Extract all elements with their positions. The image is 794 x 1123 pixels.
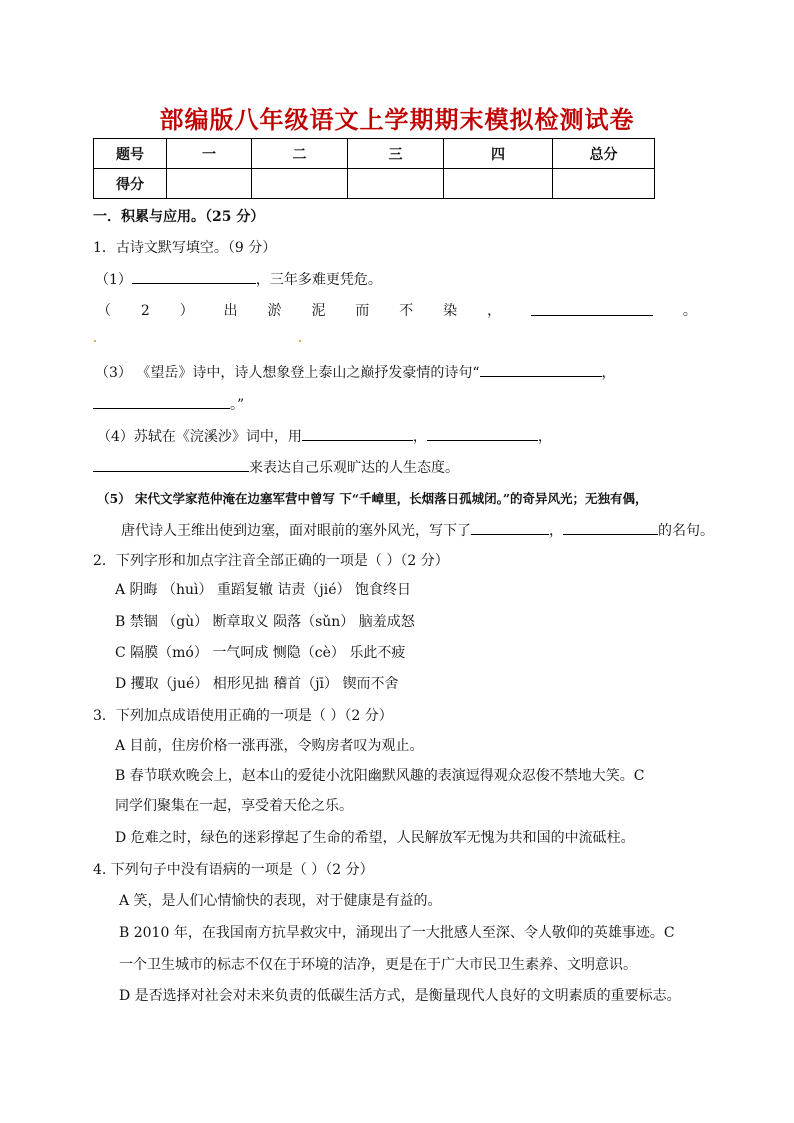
- char: 。: [682, 303, 697, 319]
- option-c: 一个卫生城市的标志不仅在于环境的洁净，更是在于广大市民卫生素养、文明意识。: [119, 957, 637, 973]
- score-table-header-row: [94, 139, 655, 169]
- item-number: （1）: [95, 272, 132, 288]
- answer-blank[interactable]: [93, 457, 249, 472]
- score-input-cell[interactable]: [553, 169, 655, 199]
- option-b: B 禁锢 （gù） 断章取义 陨落（sǔn） 脑羞成怒: [115, 614, 415, 630]
- page-title: 部编版八年级语文上学期期末模拟检测试卷: [159, 106, 635, 134]
- score-input-cell[interactable]: [167, 169, 252, 199]
- option-d: D 是否选择对社会对未来负责的低碳生活方式，是衡量现代人良好的文明素质的重要标志。: [119, 988, 681, 1004]
- question-stem: 1．古诗文默写填空。（9 分）: [93, 240, 277, 256]
- item-text: ，: [412, 429, 427, 445]
- item-text: 唐代诗人王维出使到边塞，面对眼前的塞外风光，写下了: [121, 523, 471, 539]
- char: 2: [140, 303, 150, 319]
- char: ）: [179, 303, 194, 319]
- item-text: 。”: [230, 397, 245, 413]
- option-a: A 阴晦 （huì） 重蹈复辙 诘责（jié） 饱食终日: [115, 582, 411, 598]
- option-a: A 笑，是人们心情愉快的表现，对于健康是有益的。: [119, 893, 442, 909]
- answer-blank[interactable]: [531, 301, 653, 316]
- option-b: B 2010 年，在我国南方抗旱救灾中，涌现出了一大批感人至深、令人敬仰的英雄事迹。C: [119, 925, 675, 941]
- score-cell: 题号: [94, 139, 167, 169]
- score-table: [93, 138, 655, 199]
- answer-blank[interactable]: [93, 394, 230, 409]
- section-heading: 一．积累与应用。（25 分）: [93, 209, 265, 225]
- option-d: D 危难之时，绿色的迷彩撑起了生命的希望，人民解放军无愧为共和国的中流砥柱。: [115, 830, 635, 846]
- item-text: （3） 《望岳》诗中，诗人想象登上泰山之巅抒发豪情的诗句“: [95, 365, 480, 381]
- q1-item-4: [97, 426, 552, 447]
- q1-item-2: [97, 301, 697, 321]
- q1-item-5-cont: [121, 520, 714, 541]
- char: 而: [355, 303, 370, 319]
- question-stem: 4. 下列句子中没有语病的一项是（ ）（2 分）: [93, 862, 374, 878]
- question-stem: 2．下列字形和加点字注音全部正确的一项是（ ）（2 分）: [93, 553, 449, 569]
- option-d: D 攫取（jué） 相形见拙 稽首（jī） 锲而不舍: [115, 676, 399, 692]
- item-text: ，三年多难更凭危。: [255, 272, 382, 288]
- char: 出: [223, 303, 238, 319]
- char: ，: [487, 303, 502, 319]
- q1-item-3: [95, 362, 616, 383]
- option-c: C 隔膜（mó） 一气呵成 恻隐（cè） 乐此不疲: [115, 645, 406, 661]
- char: 染: [443, 303, 458, 319]
- score-input-cell[interactable]: [252, 169, 348, 199]
- char: 不: [399, 303, 414, 319]
- answer-blank[interactable]: [563, 520, 658, 535]
- item-text: 的名句。: [658, 523, 714, 539]
- score-cell: 得分: [94, 169, 167, 199]
- item-text: ，: [601, 365, 616, 381]
- q1-item-5: （5） 宋代文学家范仲淹在边塞军营中曾写 下“千嶂里，长烟落日孤城闭。”的奇异风光；无独有偶，: [97, 491, 648, 506]
- option-c: 同学们聚集在一起，享受着天伦之乐。: [115, 798, 353, 814]
- item-text: 来表达自己乐观旷达的人生态度。: [249, 460, 459, 476]
- char: 淤: [267, 303, 282, 319]
- option-b: B 春节联欢晚会上，赵本山的爱徒小沈阳幽默风趣的表演逗得观众忍俊不禁地大笑。C: [115, 768, 645, 784]
- score-cell: 一: [167, 139, 252, 169]
- item-text: ，: [537, 429, 552, 445]
- item-text: （4）苏轼在《浣溪沙》词中，用: [97, 429, 302, 445]
- question-stem: 3．下列加点成语使用正确的一项是（ ）（2 分）: [93, 708, 393, 724]
- char: 泥: [311, 303, 326, 319]
- score-cell: 三: [348, 139, 444, 169]
- item-text: ，: [549, 523, 563, 539]
- score-cell: 二: [252, 139, 348, 169]
- score-cell: 四: [444, 139, 553, 169]
- score-input-cell[interactable]: [444, 169, 553, 199]
- answer-blank[interactable]: [132, 269, 256, 284]
- spread-text: [97, 301, 697, 321]
- char: （: [97, 303, 111, 319]
- score-table-score-row: [94, 169, 655, 199]
- answer-blank[interactable]: [427, 426, 538, 441]
- score-input-cell[interactable]: [348, 169, 444, 199]
- option-a: A 目前，住房价格一涨再涨，令购房者叹为观止。: [115, 738, 424, 754]
- answer-blank[interactable]: [471, 520, 549, 535]
- q1-item-3-cont: [93, 394, 244, 415]
- q1-item-1: [95, 269, 382, 290]
- answer-blank[interactable]: [480, 362, 602, 377]
- answer-blank[interactable]: [302, 426, 413, 441]
- decorative-dot: [299, 340, 301, 342]
- q1-item-4-cont: [93, 457, 459, 478]
- score-cell: 总分: [553, 139, 655, 169]
- decorative-dot: [94, 340, 96, 342]
